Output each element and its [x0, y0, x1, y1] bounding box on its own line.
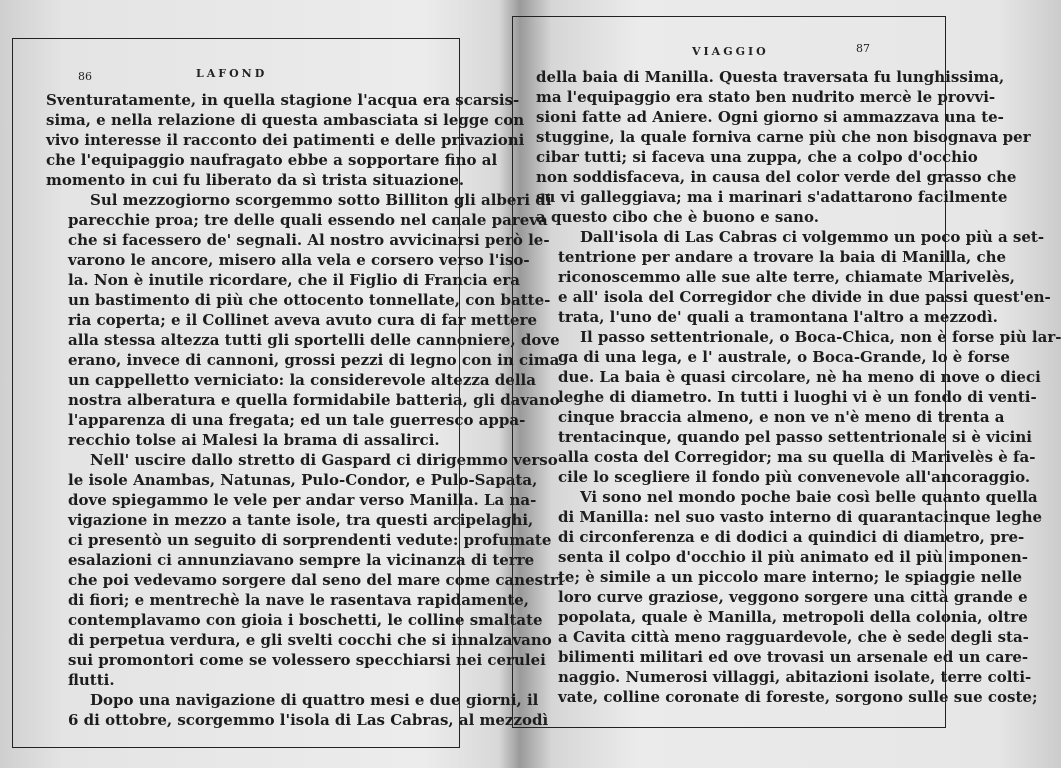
text-line: di Manilla: nel suo vasto interno di quarantacinque leghe	[558, 508, 1043, 526]
text-line: Dopo una navigazione di quattro mesi e due giorni, il	[90, 691, 539, 709]
text-line: alla stessa altezza tutti gli sportelli delle cannoniere, dove	[68, 331, 560, 349]
text-line: Nell' uscire dallo stretto di Gaspard ci dirigemmo verso	[90, 451, 558, 469]
paragraph	[536, 227, 1051, 327]
text-line: un bastimento di più che ottocento tonnellate, con batte-	[68, 291, 551, 309]
text-line: vate, colline coronate di foreste, sorgono sulle sue coste;	[558, 688, 1038, 706]
text-line: un cappelletto verniciato: la considerevole altezza della	[68, 371, 536, 389]
text-line: senta il colpo d'occhio il più animato ed il più imponen-	[558, 548, 1028, 566]
text-line: recchio tolse ai Malesi la brama di assalirci.	[68, 431, 440, 449]
right-running-head: VIAGGIO	[692, 45, 769, 58]
text-line: dove spiegammo le vele per andar verso Manilla. La na-	[68, 491, 537, 509]
text-line: a Cavita città meno ragguardevole, che è sede degli sta-	[558, 628, 1029, 646]
text-line: erano, invece di cannoni, grossi pezzi di legno con in cima	[68, 351, 560, 369]
paragraph	[46, 450, 564, 690]
text-line: Dall'isola di Las Cabras ci volgemmo un poco più a set-	[580, 228, 1045, 246]
text-line: della baia di Manilla. Questa traversata fu lunghissima,	[536, 68, 1005, 86]
paragraph	[536, 487, 1043, 707]
text-line: esalazioni ci annunziavano sempre la vicinanza di terre	[68, 551, 535, 569]
text-line: trata, l'uno de' quali a tramontana l'altro a mezzodì.	[558, 308, 998, 326]
text-line: bilimenti militari ed ove trovasi un arsenale ed un care-	[558, 648, 1029, 666]
text-line: loro curve graziose, veggono sorgere una città grande e	[558, 588, 1028, 606]
text-line: che poi vedevamo sorgere dal seno del mare come canestri	[68, 571, 564, 589]
text-line: cibar tutti; si faceva una zuppa, che a colpo d'occhio	[536, 148, 978, 166]
text-line: popolata, quale è Manilla, metropoli della colonia, oltre	[558, 608, 1028, 626]
text-line: contemplavamo con gioia i boschetti, le colline smaltate	[68, 611, 543, 629]
text-line: nostra alberatura e quella formidabile batteria, gli davano	[68, 391, 560, 409]
text-line: di perpetua verdura, e gli svelti cocchi che si innalzavano	[68, 631, 552, 649]
paragraph	[536, 327, 1061, 487]
text-line: varono le ancore, misero alla vela e corsero verso l'iso-	[68, 251, 530, 269]
text-line: cile lo scegliere il fondo più convenevole all'ancoraggio.	[558, 468, 1031, 486]
right-body-text	[536, 67, 1061, 707]
text-line: la. Non è inutile ricordare, che il Figlio di Francia era	[68, 271, 520, 289]
text-line: ci presentò un seguito di sorprendenti vedute: profumate	[68, 531, 552, 549]
text-line: Il passo settentrionale, o Boca-Chica, non è forse più lar-	[580, 328, 1061, 346]
right-page-number: 87	[856, 42, 870, 55]
text-line: Sul mezzogiorno scorgemmo sotto Billiton gli alberi di	[90, 191, 552, 209]
text-line: non soddisfaceva, in causa del color verde del grasso che	[536, 168, 1017, 186]
paragraph	[536, 67, 1031, 227]
text-line: Vi sono nel mondo poche baie così belle quanto quella	[580, 488, 1038, 506]
text-line: vigazione in mezzo a tante isole, tra questi arcipelaghi,	[68, 511, 534, 529]
text-line: alla costa del Corregidor; ma su quella di Marivelès è fa-	[558, 448, 1036, 466]
text-line: sioni fatte ad Aniere. Ogni giorno si ammazzava una te-	[536, 108, 1004, 126]
text-line: l'apparenza di una fregata; ed un tale guerresco appa-	[68, 411, 526, 429]
right-page	[478, 0, 1061, 768]
text-line: che l'equipaggio naufragato ebbe a sopportare fino al	[46, 151, 498, 169]
text-line: che si facessero de' segnali. Al nostro avvicinarsi però le-	[68, 231, 550, 249]
left-running-head: LAFOND	[196, 67, 268, 80]
paragraph	[46, 690, 549, 730]
text-line: ga di una lega, e l' australe, o Boca-Grande, lo è forse	[558, 348, 1010, 366]
text-line: leghe di diametro. In tutti i luoghi vi è un fondo di venti-	[558, 388, 1037, 406]
text-line: 6 di ottobre, scorgemmo l'isola di Las Cabras, al mezzodì	[68, 711, 549, 729]
text-line: riconoscemmo alle sue alte terre, chiamate Marivelès,	[558, 268, 1015, 286]
text-line: di fiori; e mentrechè la nave le rasentava rapidamente,	[68, 591, 530, 609]
text-line: momento in cui fu liberato da sì trista situazione.	[46, 171, 465, 189]
left-body-text	[46, 90, 564, 730]
text-line: trentacinque, quando pel passo settentrionale si è vicini	[558, 428, 1032, 446]
text-line: te; è simile a un piccolo mare interno; le spiaggie nelle	[558, 568, 1023, 586]
text-line: le isole Anambas, Natunas, Pulo-Condor, e Pulo-Sapata,	[68, 471, 538, 489]
paragraph	[46, 90, 525, 190]
text-line: Sventuratamente, in quella stagione l'acqua era scarsis-	[46, 91, 520, 109]
text-line: ria coperta; e il Collinet aveva avuto cura di far mettere	[68, 311, 538, 329]
text-line: sui promontori come se volessero specchiarsi nei cerulei	[68, 651, 546, 669]
text-line: naggio. Numerosi villaggi, abitazioni isolate, terre colti-	[558, 668, 1032, 686]
left-page-number: 86	[78, 70, 92, 83]
text-line: su vi galleggiava; ma i marinari s'adattarono facilmente	[536, 188, 1008, 206]
text-line: tentrione per andare a trovare la baia di Manilla, che	[558, 248, 1007, 266]
text-line: stuggine, la quale forniva carne più che non bisognava per	[536, 128, 1031, 146]
text-line: cinque braccia almeno, e non ve n'è meno di trenta a	[558, 408, 1005, 426]
text-line: e all' isola del Corregidor che divide in due passi quest'en-	[558, 288, 1051, 306]
text-line: sima, e nella relazione di questa ambasciata si legge con	[46, 111, 525, 129]
text-line: parecchie proa; tre delle quali essendo nel canale pareva	[68, 211, 548, 229]
text-line: ma l'equipaggio era stato ben nudrito mercè le provvi-	[536, 88, 996, 106]
text-line: vivo interesse il racconto dei patimenti e delle privazioni	[46, 131, 525, 149]
text-line: a questo cibo che è buono e sano.	[536, 208, 819, 226]
text-line: due. La baia è quasi circolare, nè ha meno di nove o dieci	[558, 368, 1041, 386]
text-line: flutti.	[68, 671, 115, 689]
text-line: di circonferenza e di dodici a quindici di diametro, pre-	[558, 528, 1025, 546]
paragraph	[46, 190, 560, 450]
